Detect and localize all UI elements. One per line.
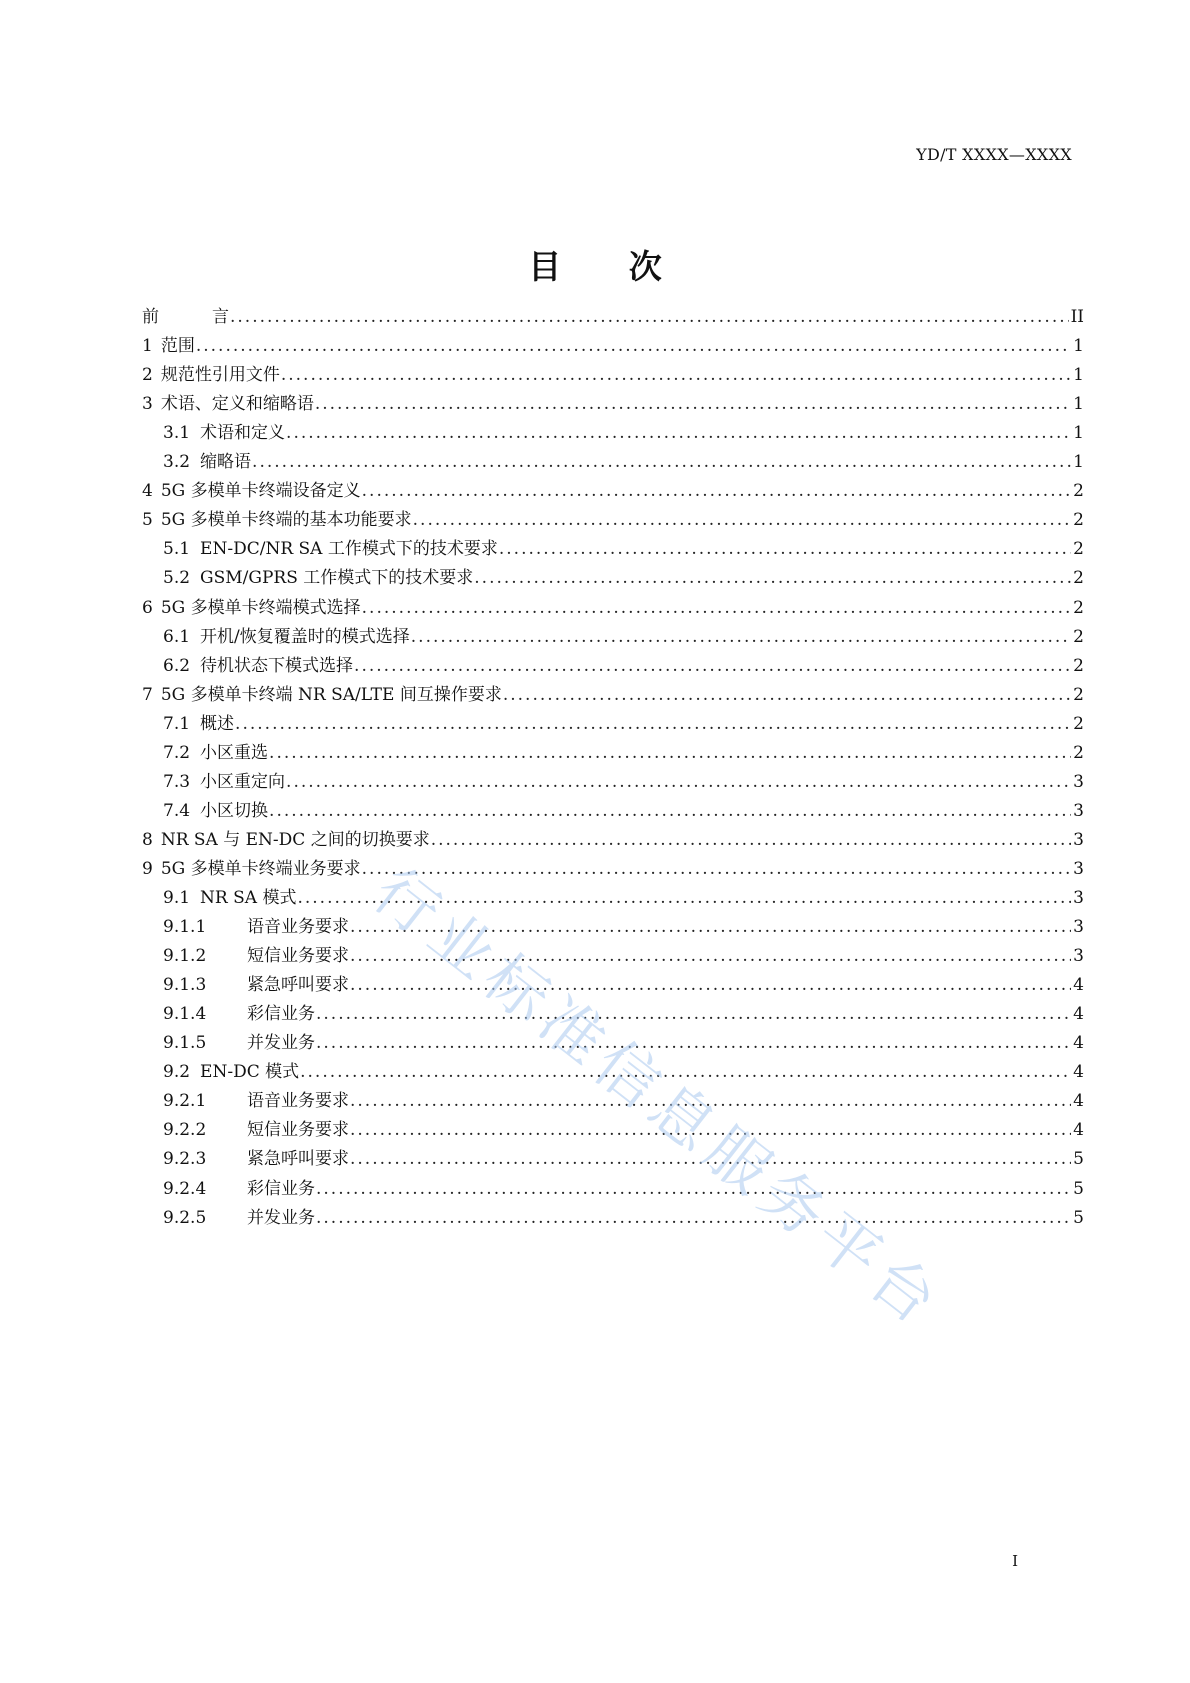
toc-entry-page: 2 (1073, 510, 1084, 531)
toc-entry[interactable] (163, 420, 1084, 446)
dot-leader (412, 507, 1072, 533)
toc-entry-number: 9.1.1 (163, 917, 207, 938)
toc-entry-title: 概述 (200, 713, 235, 734)
toc-entry-heading (163, 740, 268, 766)
toc-entry-page: 3 (1073, 917, 1084, 938)
toc-entry-heading (163, 624, 410, 650)
toc-entry-title: 缩略语 (200, 452, 252, 473)
toc-entry-page: 3 (1073, 800, 1084, 821)
dot-leader (280, 362, 1071, 388)
dot-leader (349, 972, 1071, 998)
toc-entry-title: NR SA 与 EN-DC 之间的切换要求 (160, 829, 430, 850)
page-number: I (1012, 1552, 1018, 1570)
toc-entry-title: 小区重选 (200, 742, 269, 763)
dot-leader (315, 1001, 1071, 1027)
toc-entry-heading (163, 1001, 315, 1027)
toc-entry-page: 5 (1073, 1207, 1084, 1228)
toc-entry-number: 9.2.5 (163, 1207, 207, 1228)
toc-entry-page: 1 (1073, 452, 1084, 473)
dot-leader (314, 391, 1071, 417)
watermark-text: 行业标准信息服务平台 (359, 853, 957, 1343)
toc-entry-title: 5G 多模单卡终端业务要求 (160, 858, 361, 879)
toc-entry-heading (142, 478, 361, 504)
toc-entry-page: 1 (1073, 423, 1084, 444)
toc-entry[interactable] (163, 1205, 1084, 1231)
toc-entry[interactable] (163, 711, 1084, 737)
toc-entry-heading (142, 304, 229, 330)
toc-entry[interactable] (163, 1146, 1084, 1172)
toc-entry[interactable] (163, 943, 1084, 969)
dot-leader (315, 1205, 1071, 1231)
toc-entry-number: 5 (142, 510, 153, 531)
toc-entry-number: 1 (142, 336, 153, 357)
toc-entry-number: 7.1 (163, 713, 191, 734)
toc-entry-title: 并发业务 (247, 1033, 315, 1054)
toc-entry-page: 1 (1073, 336, 1084, 357)
toc-entry-heading (163, 885, 296, 911)
toc-entry[interactable] (142, 478, 1084, 504)
toc-entry-heading (163, 914, 349, 940)
dot-leader (430, 827, 1071, 853)
toc-entry[interactable] (163, 1117, 1084, 1143)
toc-entry-heading (163, 1205, 315, 1231)
toc-entry-page: 2 (1073, 684, 1084, 705)
toc-entry-title: 彩信业务 (247, 1178, 315, 1199)
dot-leader (299, 1059, 1071, 1085)
dot-leader (315, 1030, 1071, 1056)
toc-entry-heading (163, 1117, 349, 1143)
toc-entry-title: 规范性引用文件 (160, 365, 280, 386)
toc-entry-page: 4 (1073, 1004, 1084, 1025)
toc-entry-page: 5 (1073, 1149, 1084, 1170)
toc-entry-heading (163, 420, 285, 446)
toc-entry-number: 9 (142, 858, 153, 879)
toc-entry-heading (163, 653, 353, 679)
toc-entry-title: 语音业务要求 (247, 1091, 349, 1112)
toc-entry-title: 范围 (160, 336, 195, 357)
toc-entry[interactable] (163, 536, 1084, 562)
toc-entry-heading (142, 856, 361, 882)
toc-entry-number: 9.2.2 (163, 1120, 207, 1141)
toc-entry-title: 言 (212, 307, 229, 327)
toc-entry-page: 2 (1073, 568, 1084, 589)
toc-entry-heading (163, 943, 349, 969)
toc-entry-number: 2 (142, 365, 153, 386)
dot-leader (234, 711, 1071, 737)
toc-entry-page: 5 (1073, 1178, 1084, 1199)
toc-entry[interactable] (142, 856, 1084, 882)
dot-leader (349, 1146, 1071, 1172)
toc-entry-title: 术语、定义和缩略语 (160, 394, 314, 415)
toc-entry[interactable] (142, 333, 1084, 359)
toc-entry-heading (142, 682, 502, 708)
toc-entry[interactable] (163, 885, 1084, 911)
dot-leader (195, 333, 1071, 359)
toc-entry-heading (163, 565, 473, 591)
toc-entry[interactable] (163, 449, 1084, 475)
document-code: YD/T XXXX—XXXX (916, 145, 1072, 164)
toc-entry-title: 短信业务要求 (247, 946, 349, 967)
dot-leader (349, 914, 1071, 940)
toc-entry-heading (163, 711, 234, 737)
toc-entry-page: 4 (1073, 1062, 1084, 1083)
dot-leader (473, 565, 1071, 591)
toc-entry-number: 8 (142, 829, 153, 850)
dot-leader (268, 740, 1071, 766)
toc-entry-heading (142, 391, 314, 417)
toc-entry-title: 术语和定义 (200, 423, 286, 444)
dot-leader (502, 682, 1071, 708)
toc-entry-page: 4 (1073, 1033, 1084, 1054)
toc-entry-number: 6.1 (163, 626, 191, 647)
toc-entry-page: 2 (1073, 626, 1084, 647)
toc-entry[interactable] (163, 1059, 1084, 1085)
toc-entry-number: 7.3 (163, 771, 191, 792)
dot-leader (361, 478, 1072, 504)
dot-leader (285, 769, 1071, 795)
toc-entry-page: 2 (1073, 481, 1084, 502)
toc-entry-title: 小区切换 (200, 800, 269, 821)
toc-entry-heading (142, 595, 361, 621)
toc-entry-page: 3 (1073, 771, 1084, 792)
toc-entry[interactable] (142, 507, 1084, 533)
toc-entry-title: 5G 多模单卡终端 NR SA/LTE 间互操作要求 (160, 684, 502, 705)
toc-entry-title: EN-DC 模式 (200, 1062, 300, 1083)
toc-entry[interactable] (163, 914, 1084, 940)
toc-entry-number: 4 (142, 481, 153, 502)
toc-entry[interactable] (163, 653, 1084, 679)
dot-leader (251, 449, 1071, 475)
toc-entry[interactable] (163, 769, 1084, 795)
toc-entry-page: 3 (1073, 829, 1084, 850)
toc-entry-number: 7 (142, 684, 153, 705)
dot-leader (315, 1176, 1071, 1202)
toc-entry-heading (163, 972, 349, 998)
toc-entry-title: 5G 多模单卡终端设备定义 (160, 481, 361, 502)
toc-entry-page: 4 (1073, 1091, 1084, 1112)
dot-leader (349, 1117, 1071, 1143)
toc-entry-number: 6 (142, 597, 153, 618)
dot-leader (268, 798, 1071, 824)
toc-entry[interactable] (142, 827, 1084, 853)
toc-entry-number: 9.1 (163, 888, 191, 908)
dot-leader (361, 856, 1072, 882)
toc-entry[interactable] (163, 1088, 1084, 1114)
dot-leader (349, 1088, 1071, 1114)
toc-entry-heading (163, 1146, 349, 1172)
toc-entry[interactable] (142, 362, 1084, 388)
toc-entry-heading (163, 1088, 349, 1114)
toc-entry-title: 彩信业务 (247, 1004, 315, 1025)
toc-entry-number: 9.1.3 (163, 975, 207, 996)
toc-entry-title: 小区重定向 (200, 771, 286, 792)
toc-entry-number: 3 (142, 394, 153, 415)
dot-leader (296, 885, 1071, 911)
toc-entry-page: 4 (1073, 1120, 1084, 1141)
toc-entry-title: GSM/GPRS 工作模式下的技术要求 (200, 568, 474, 589)
page-title: 目 次 (528, 247, 690, 286)
toc-entry-title: 紧急呼叫要求 (247, 975, 349, 996)
toc-entry-heading (163, 1030, 315, 1056)
toc-entry-number: 9.1.5 (163, 1033, 207, 1054)
toc-entry-heading (163, 536, 498, 562)
dot-leader (498, 536, 1071, 562)
toc-entry-number: 前 (142, 307, 159, 327)
dot-leader (229, 304, 1069, 330)
toc-entry-number: 9.2.3 (163, 1149, 207, 1170)
toc-entry-page: 3 (1073, 888, 1084, 908)
toc-entry-heading (142, 827, 430, 853)
toc-entry[interactable] (163, 624, 1084, 650)
toc-entry[interactable] (142, 682, 1084, 708)
toc-entry-number: 7.4 (163, 800, 191, 821)
dot-leader (361, 595, 1072, 621)
toc-entry-page: 2 (1073, 742, 1084, 763)
toc-entry-heading (142, 362, 280, 388)
toc-entry[interactable] (163, 740, 1084, 766)
toc-entry-number: 6.2 (163, 655, 191, 676)
toc-entry[interactable] (163, 565, 1084, 591)
toc-entry-page: 2 (1073, 539, 1084, 560)
toc-entry[interactable] (142, 304, 1084, 330)
toc-entry-page: 3 (1073, 858, 1084, 879)
toc-entry-title: 语音业务要求 (247, 917, 349, 938)
toc-entry-title: NR SA 模式 (200, 888, 297, 908)
toc-entry-number: 9.2.1 (163, 1091, 207, 1112)
toc-entry-title: 开机/恢复覆盖时的模式选择 (200, 626, 410, 647)
toc-entry-page: 3 (1073, 946, 1084, 967)
toc-entry[interactable] (163, 1030, 1084, 1056)
toc-entry[interactable] (163, 798, 1084, 824)
toc-entry-page: 1 (1073, 365, 1084, 386)
dot-leader (349, 943, 1071, 969)
toc-entry-heading (163, 449, 251, 475)
toc-entry[interactable] (163, 1176, 1084, 1202)
toc-entry-heading (163, 1059, 299, 1085)
toc-entry-heading (163, 769, 285, 795)
toc-entry-title: 5G 多模单卡终端的基本功能要求 (160, 510, 412, 531)
dot-leader (353, 653, 1071, 679)
toc-entry-heading (142, 507, 412, 533)
toc-entry-heading (163, 798, 268, 824)
dot-leader (285, 420, 1071, 446)
toc-entry-number: 9.2.4 (163, 1178, 207, 1199)
dot-leader (410, 624, 1071, 650)
toc-entry-heading (142, 333, 195, 359)
toc-entry[interactable] (163, 972, 1084, 998)
toc-entry-title: 紧急呼叫要求 (247, 1149, 349, 1170)
toc-entry-number: 9.1.2 (163, 946, 207, 967)
toc-entry-page: 2 (1073, 597, 1084, 618)
toc-entry-number: 3.1 (163, 423, 191, 444)
toc-entry-number: 9.2 (163, 1062, 191, 1083)
toc-entry-number: 7.2 (163, 742, 191, 763)
toc-entry-number: 9.1.4 (163, 1004, 207, 1025)
toc-entry-page: II (1070, 307, 1084, 327)
toc-entry-page: 2 (1073, 713, 1084, 734)
toc-entry-page: 2 (1073, 655, 1084, 676)
toc-entry-title: EN-DC/NR SA 工作模式下的技术要求 (200, 539, 498, 560)
toc-entry-number: 5.2 (163, 568, 191, 589)
toc-entry[interactable] (163, 1001, 1084, 1027)
toc-entry-title: 5G 多模单卡终端模式选择 (160, 597, 361, 618)
toc-entry-title: 并发业务 (247, 1207, 315, 1228)
toc-entry-title: 待机状态下模式选择 (200, 655, 354, 676)
toc-entry-page: 1 (1073, 394, 1084, 415)
toc-entry[interactable] (142, 391, 1084, 417)
toc-entry-page: 4 (1073, 975, 1084, 996)
toc-entry[interactable] (142, 595, 1084, 621)
toc-entry-title: 短信业务要求 (247, 1120, 349, 1141)
toc-entry-number: 5.1 (163, 539, 191, 560)
toc-entry-heading (163, 1176, 315, 1202)
toc-entry-number: 3.2 (163, 452, 191, 473)
